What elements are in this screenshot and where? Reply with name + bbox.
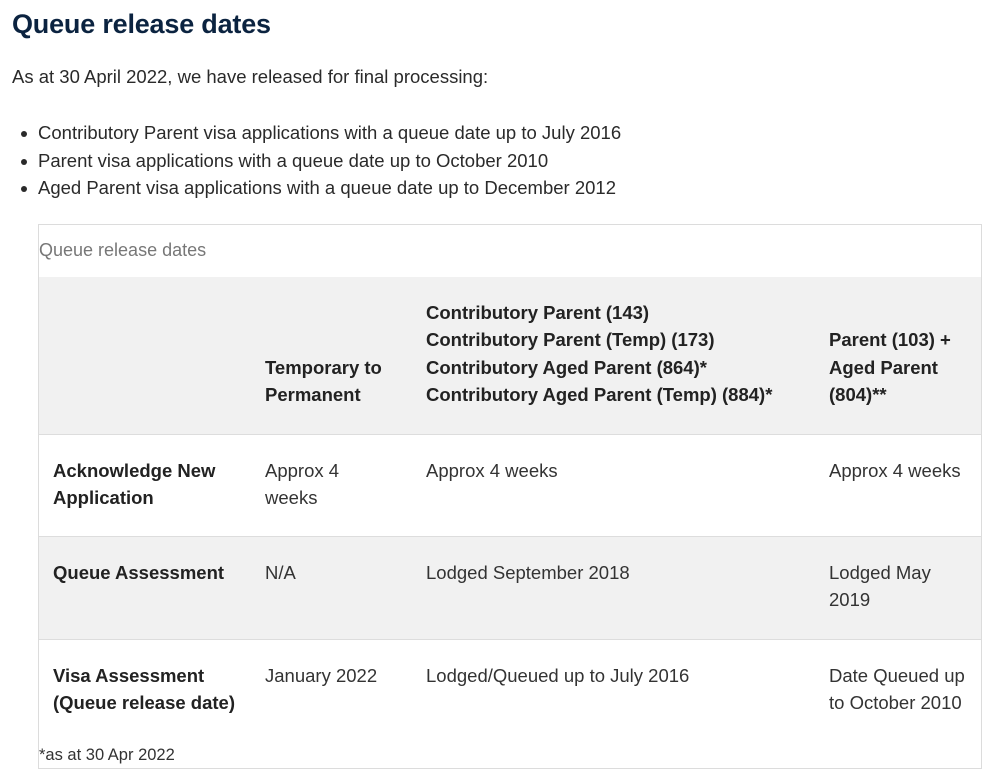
cell-line: to October 2010 bbox=[829, 692, 962, 713]
table-cell bbox=[829, 639, 982, 741]
header-cell-contributory-parent bbox=[426, 277, 829, 434]
table-cell bbox=[265, 639, 426, 741]
header-cell-parent-aged-parent bbox=[829, 277, 982, 434]
table-cell bbox=[829, 536, 982, 639]
table-cell bbox=[265, 434, 426, 536]
table-cell bbox=[265, 536, 426, 639]
cell-line: weeks bbox=[265, 487, 318, 508]
header-cell-temporary-to-permanent bbox=[265, 277, 426, 434]
row-label-visa-assessment bbox=[39, 639, 265, 741]
bullet-item-parent: Parent visa applications with a queue date up to October 2010 bbox=[0, 147, 621, 175]
row-label-line: Application bbox=[53, 487, 154, 508]
intro-text: As at 30 April 2022, we have released for final processing: bbox=[12, 66, 489, 87]
header-line: (804)** bbox=[829, 384, 887, 405]
header-line: Permanent bbox=[265, 384, 361, 405]
header-line: Contributory Parent (Temp) (173) bbox=[426, 329, 715, 350]
row-label-line: Visa Assessment bbox=[53, 664, 205, 686]
row-label-line: Queue Assessment bbox=[53, 561, 225, 583]
table-row bbox=[39, 536, 982, 639]
table-row bbox=[39, 639, 982, 741]
page-heading: Queue release dates bbox=[12, 9, 271, 39]
header-line: Contributory Parent (143) bbox=[426, 301, 650, 323]
header-line: Aged Parent bbox=[829, 356, 938, 378]
table-header-row bbox=[39, 277, 982, 434]
queue-release-table-container bbox=[38, 224, 982, 769]
table-footnote: *as at 30 Apr 2022 bbox=[39, 746, 175, 764]
header-cell-empty bbox=[39, 277, 265, 434]
table-row bbox=[39, 434, 982, 536]
table-cell: Lodged/Queued up to July 2016 bbox=[426, 664, 690, 686]
table-caption: Queue release dates bbox=[39, 240, 207, 260]
header-line: Contributory Aged Parent (864)* bbox=[426, 356, 707, 378]
row-label-line: (Queue release date) bbox=[53, 692, 235, 713]
cell-line: Approx 4 bbox=[265, 459, 340, 481]
cell-line: Lodged May bbox=[829, 561, 931, 583]
release-bullet-list bbox=[0, 119, 621, 202]
header-line: Temporary to bbox=[265, 356, 382, 378]
cell-line: Date Queued up bbox=[829, 664, 965, 686]
table-cell: Approx 4 weeks bbox=[829, 459, 961, 481]
bullet-item-aged-parent: Aged Parent visa applications with a queue date up to December 2012 bbox=[0, 174, 621, 202]
row-label-acknowledge bbox=[39, 434, 265, 536]
row-label-queue-assessment bbox=[39, 536, 265, 639]
header-line: Parent (103) + bbox=[829, 329, 951, 350]
cell-line: 2019 bbox=[829, 589, 871, 610]
cell-line: N/A bbox=[265, 561, 296, 583]
cell-line: January 2022 bbox=[265, 664, 378, 686]
row-label-line: Acknowledge New bbox=[53, 459, 216, 481]
table-cell: Approx 4 weeks bbox=[426, 459, 558, 481]
table-cell: Lodged September 2018 bbox=[426, 561, 630, 583]
queue-release-table bbox=[39, 277, 982, 741]
header-line: Contributory Aged Parent (Temp) (884)* bbox=[426, 384, 773, 405]
bullet-item-contributory: Contributory Parent visa applications with a queue date up to July 2016 bbox=[0, 119, 621, 147]
